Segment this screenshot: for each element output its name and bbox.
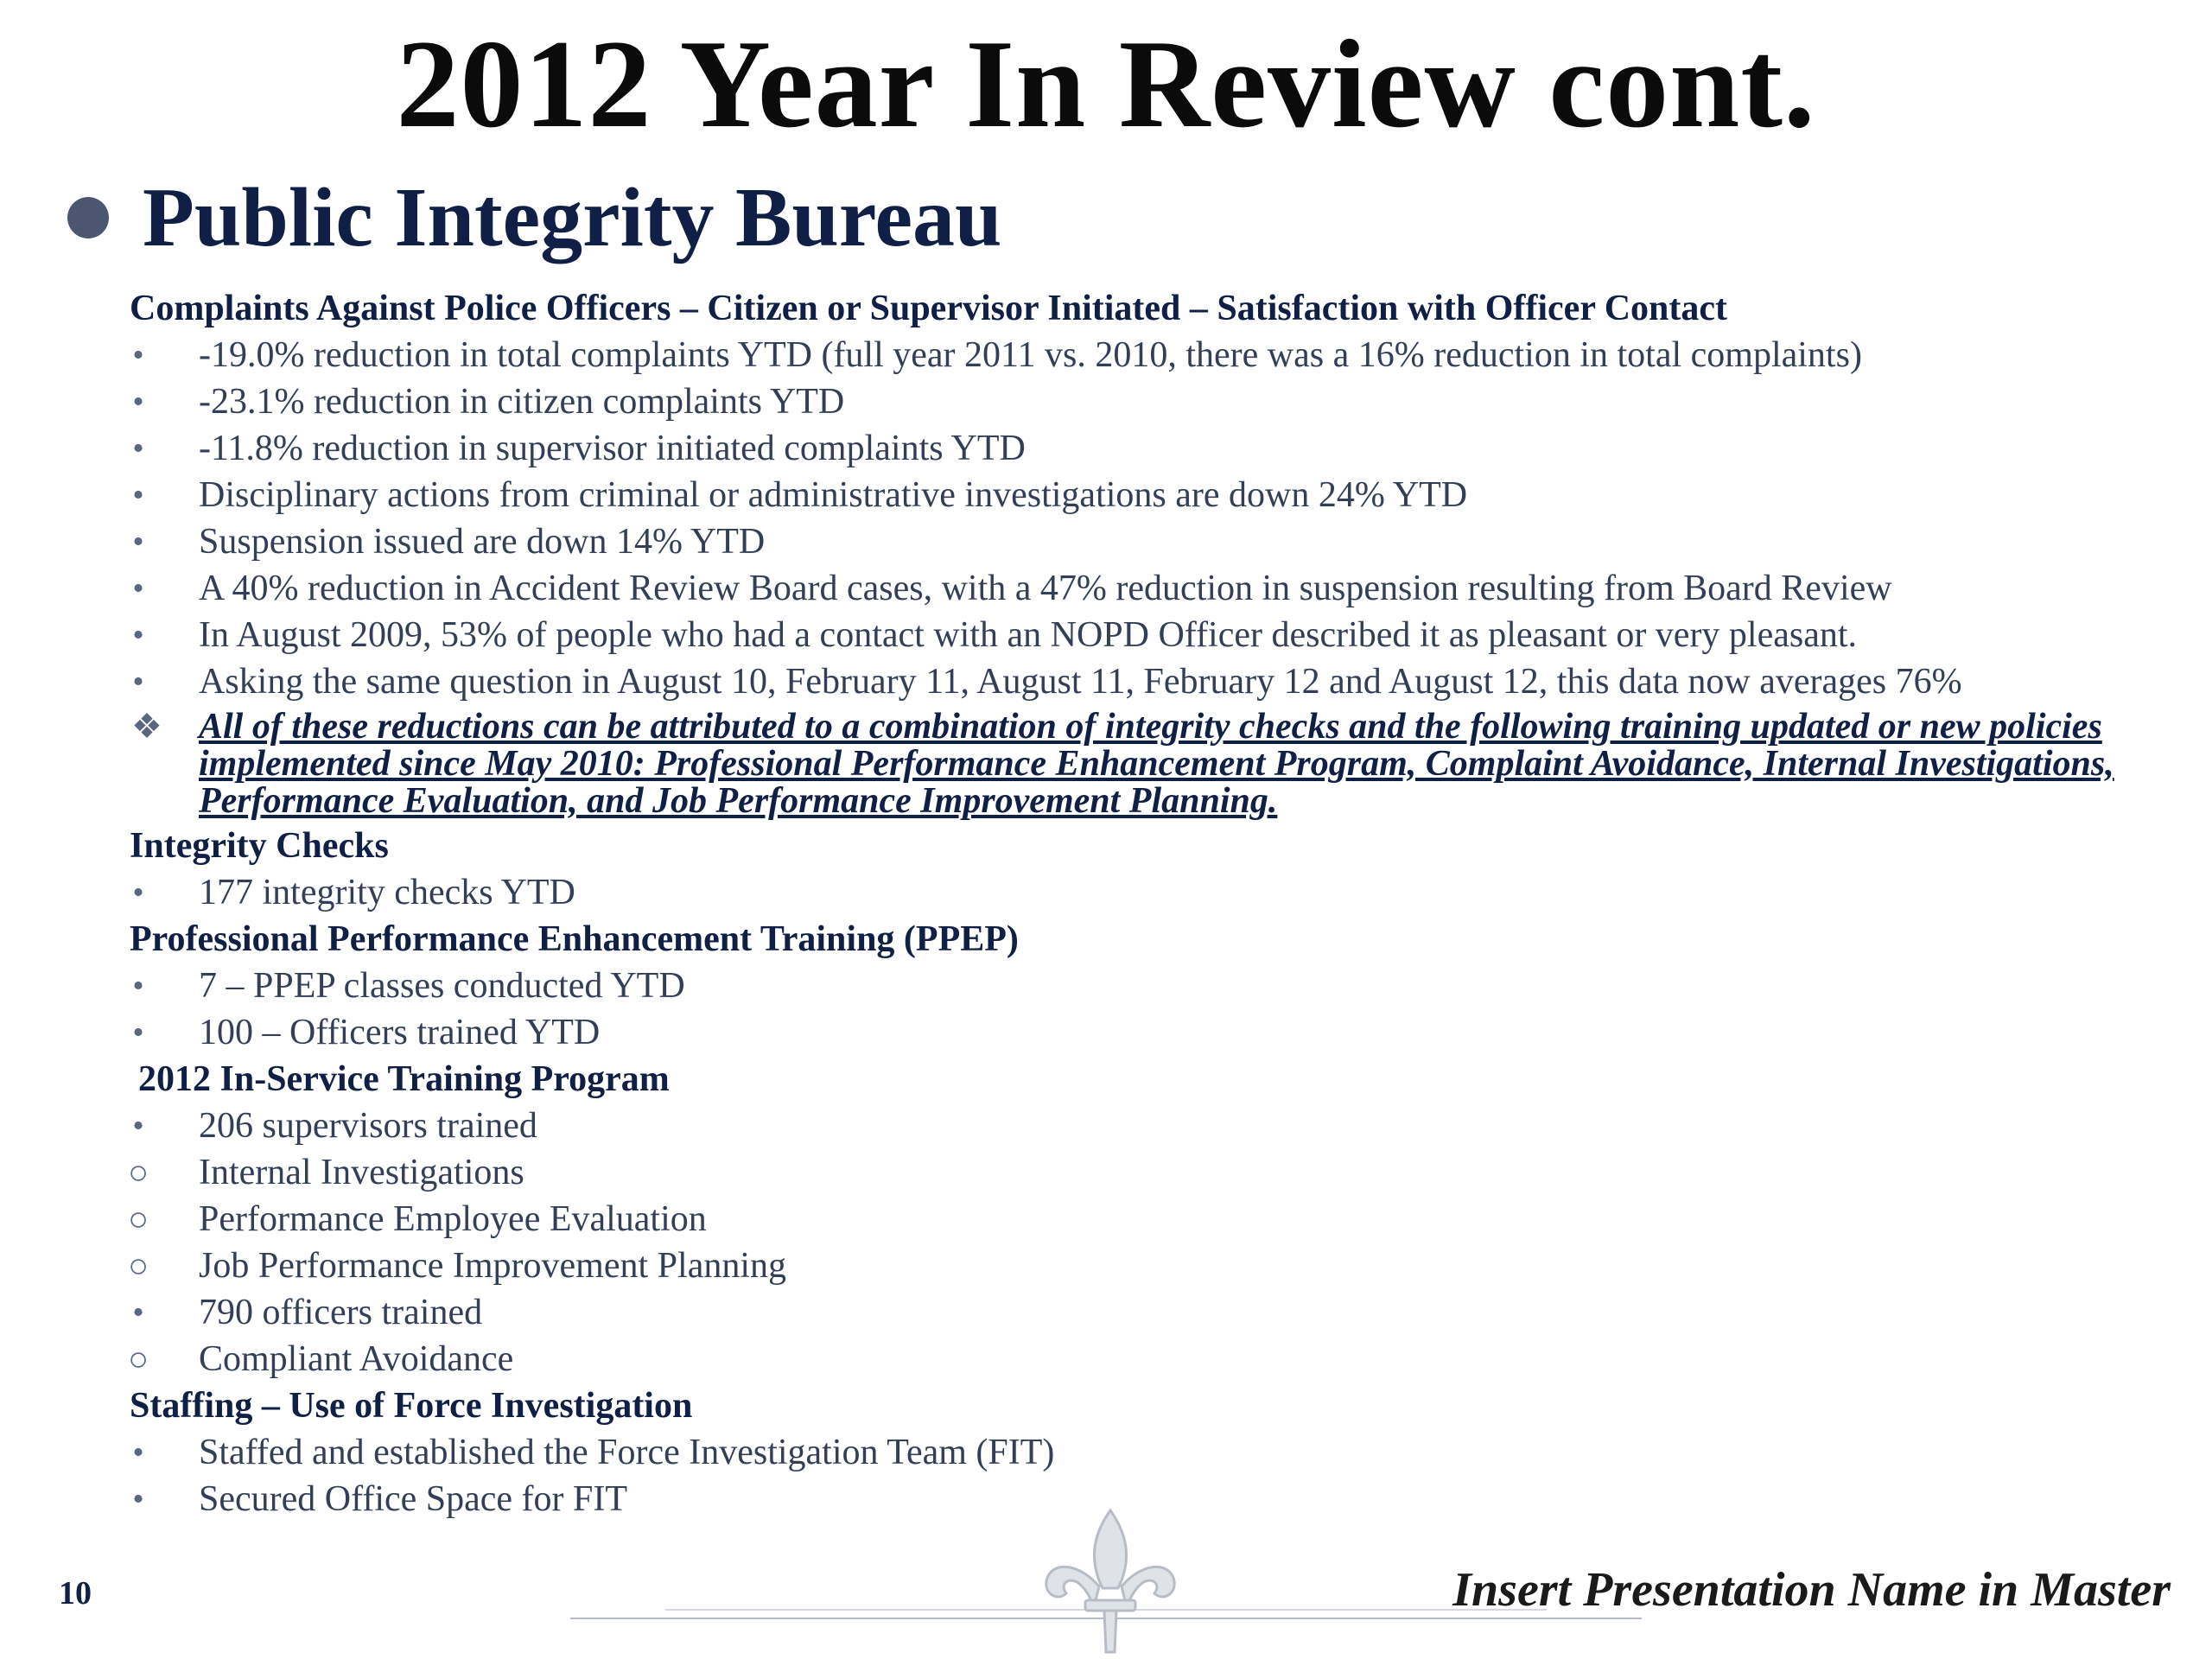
bullet-icon: • bbox=[132, 384, 144, 420]
list-item: • -23.1% reduction in citizen complaints YTD bbox=[0, 378, 2212, 425]
circle-bullet-icon: ○ bbox=[128, 1199, 149, 1238]
diamond-bullet-icon: ❖ bbox=[131, 707, 162, 746]
summary-note bbox=[0, 705, 2212, 823]
bullet-icon: • bbox=[132, 1481, 144, 1517]
list-item: • 7 – PPEP classes conducted YTD bbox=[0, 963, 2212, 1009]
list-item: • 790 officers trained bbox=[0, 1289, 2212, 1336]
bullet-icon: • bbox=[132, 968, 144, 1004]
list-item: ○ Compliant Avoidance bbox=[0, 1336, 2212, 1382]
bullet-icon: • bbox=[132, 477, 144, 513]
list-item: • 177 integrity checks YTD bbox=[0, 869, 2212, 916]
circle-bullet-icon: ○ bbox=[128, 1339, 149, 1378]
bullet-icon: • bbox=[132, 874, 144, 911]
circle-bullet-icon: ○ bbox=[128, 1246, 149, 1285]
list-item: • -11.8% reduction in supervisor initiated complaints YTD bbox=[0, 425, 2212, 472]
bullet-icon: • bbox=[132, 617, 144, 653]
list-item: • Suspension issued are down 14% YTD bbox=[0, 518, 2212, 565]
bullet-icon: • bbox=[132, 1108, 144, 1144]
list-item: ○ Job Performance Improvement Planning bbox=[0, 1243, 2212, 1289]
section-title-staffing: Staffing – Use of Force Investigation bbox=[130, 1386, 693, 1426]
list-item: • 100 – Officers trained YTD bbox=[0, 1009, 2212, 1056]
section-heading: Public Integrity Bureau bbox=[143, 171, 1002, 264]
page-number: 10 bbox=[59, 1575, 92, 1611]
bullet-icon: • bbox=[132, 1434, 144, 1471]
list-item: ○ Internal Investigations bbox=[0, 1149, 2212, 1196]
section-title-inservice: 2012 In-Service Training Program bbox=[138, 1059, 670, 1099]
list-item: • In August 2009, 53% of people who had a contact with an NOPD Officer described it as pleasant or very pleasant. bbox=[0, 612, 2212, 658]
bullet-icon: • bbox=[132, 570, 144, 607]
section-title-ppep: Professional Performance Enhancement Training (PPEP) bbox=[130, 919, 1019, 959]
list-item: • 206 supervisors trained bbox=[0, 1103, 2212, 1149]
main-bullet-icon bbox=[67, 197, 109, 238]
bullet-icon: • bbox=[132, 1294, 144, 1331]
list-item: • -19.0% reduction in total complaints YTD (full year 2011 vs. 2010, there was a 16% reduction in total complaints) bbox=[0, 332, 2212, 378]
fleur-de-lis-icon bbox=[1037, 1503, 1184, 1659]
bullet-icon: • bbox=[132, 1014, 144, 1051]
bullet-icon: • bbox=[132, 337, 144, 373]
list-item: ○ Performance Employee Evaluation bbox=[0, 1196, 2212, 1243]
bullet-icon: • bbox=[132, 524, 144, 560]
list-item: • Disciplinary actions from criminal or administrative investigations are down 24% YTD bbox=[0, 472, 2212, 518]
list-item: • Staffed and established the Force Investigation Team (FIT) bbox=[0, 1429, 2212, 1476]
slide-content bbox=[0, 285, 2212, 1522]
list-item: • Asking the same question in August 10, February 11, August 11, February 12 and August 12, this data now averages 76% bbox=[0, 658, 2212, 705]
presentation-name: Insert Presentation Name in Master bbox=[1452, 1563, 2171, 1617]
section-title-integrity: Integrity Checks bbox=[130, 826, 389, 866]
section-title-complaints: Complaints Against Police Officers – Citizen or Supervisor Initiated – Satisfaction with Officer Contact bbox=[130, 289, 1728, 328]
summary-note-text: All of these reductions can be attributed to a combination of integrity checks and the following training updated or new policies implemented since May 2010: Professional Performance Enhancement Program, Complaint Avoidance, Internal Investigations, Performance Evaluation, and Job Performance Improvement Planning. bbox=[199, 707, 2114, 821]
list-item: • Secured Office Space for FIT bbox=[0, 1476, 2212, 1522]
slide-title: 2012 Year In Review cont. bbox=[396, 14, 1816, 154]
circle-bullet-icon: ○ bbox=[128, 1153, 149, 1192]
bullet-icon: • bbox=[132, 664, 144, 700]
bullet-icon: • bbox=[132, 430, 144, 467]
list-item: • A 40% reduction in Accident Review Board cases, with a 47% reduction in suspension resulting from Board Review bbox=[0, 565, 2212, 612]
